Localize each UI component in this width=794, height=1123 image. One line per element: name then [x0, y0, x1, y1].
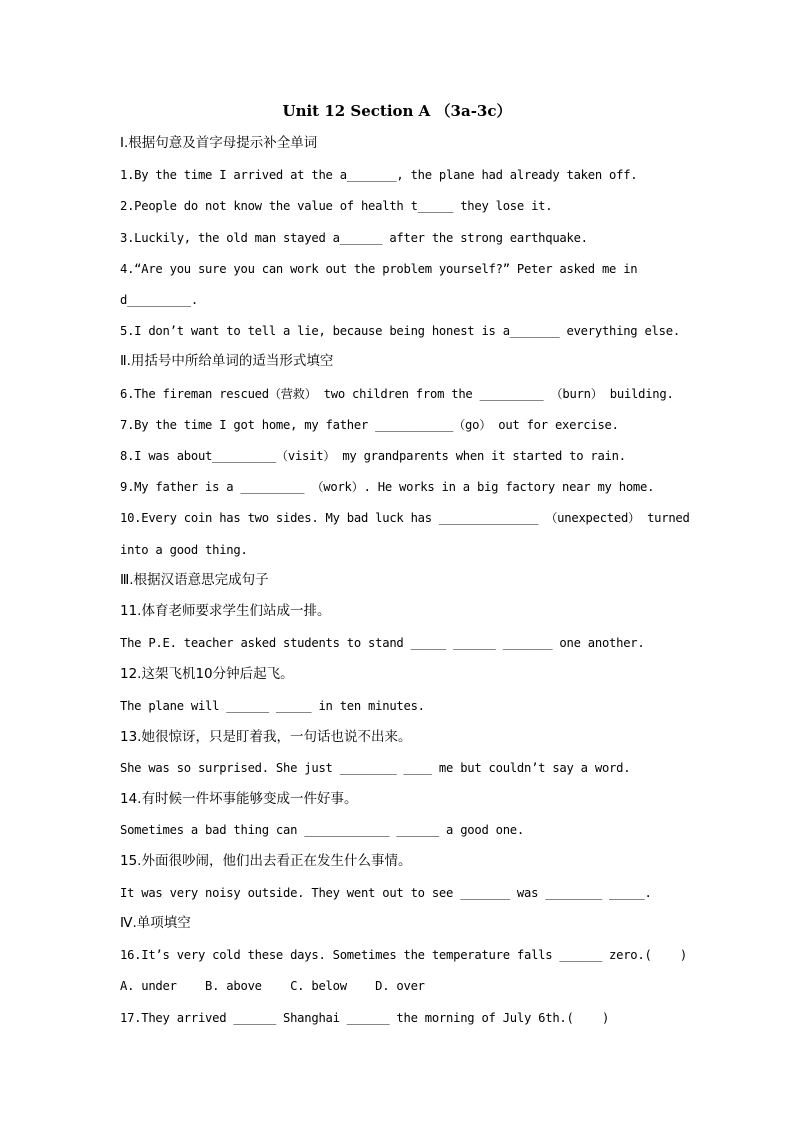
section-3-heading: Ⅲ.根据汉语意思完成句子 [120, 572, 269, 588]
question-10: 10.Every coin has two sides. My bad luck has ______________ （unexpected） turned [120, 511, 690, 525]
question-17: 17.They arrived ______ Shanghai ______ the morning of July 6th.( ) [120, 1011, 610, 1025]
question-12-sentence: The plane will ______ _____ in ten minutes. [120, 699, 425, 713]
question-14-sentence: Sometimes a bad thing can ____________ ______ a good one. [120, 823, 524, 837]
question-12-prompt: 12.这架飞机10分钟后起飞。 [120, 666, 294, 682]
worksheet-title: Unit 12 Section A （3a-3c） [282, 102, 512, 120]
question-14-prompt: 14.有时候一件坏事能够变成一件好事。 [120, 791, 358, 807]
section-4-heading: Ⅳ.单项填空 [120, 915, 191, 931]
section-2-heading: Ⅱ.用括号中所给单词的适当形式填空 [120, 353, 334, 369]
question-16: 16.It’s very cold these days. Sometimes the temperature falls ______ zero.( ) [120, 948, 687, 962]
question-3: 3.Luckily, the old man stayed a______ after the strong earthquake. [120, 231, 588, 245]
question-13-prompt: 13.她很惊讶，只是盯着我，一句话也说不出来。 [120, 729, 412, 745]
question-16-options: A. under B. above C. below D. over [120, 979, 425, 993]
question-4: 4.“Are you sure you can work out the problem yourself?” Peter asked me in [120, 262, 638, 276]
question-4-continuation: d_________. [120, 293, 198, 307]
question-13-sentence: She was so surprised. She just ________ ____ me but couldn’t say a word. [120, 761, 631, 775]
question-7: 7.By the time I got home, my father ___________（go） out for exercise. [120, 418, 619, 432]
question-5: 5.I don’t want to tell a lie, because being honest is a_______ everything else. [120, 324, 680, 338]
section-1-heading: Ⅰ.根据句意及首字母提示补全单词 [120, 135, 318, 151]
question-1: 1.By the time I arrived at the a_______, the plane had already taken off. [120, 168, 638, 182]
question-15-sentence: It was very noisy outside. They went out to see _______ was ________ _____. [120, 886, 652, 900]
question-15-prompt: 15.外面很吵闹，他们出去看正在发生什么事情。 [120, 853, 412, 869]
question-10-continuation: into a good thing. [120, 543, 248, 557]
question-2: 2.People do not know the value of health t_____ they lose it. [120, 199, 553, 213]
question-11-sentence: The P.E. teacher asked students to stand _____ ______ _______ one another. [120, 636, 645, 650]
question-6: 6.The fireman rescued（营救） two children from the _________ （burn） building. [120, 387, 674, 401]
question-8: 8.I was about_________（visit） my grandparents when it started to rain. [120, 449, 626, 463]
question-11-prompt: 11.体育老师要求学生们站成一排。 [120, 603, 331, 619]
question-9: 9.My father is a _________ （work）. He works in a big factory near my home. [120, 480, 655, 494]
